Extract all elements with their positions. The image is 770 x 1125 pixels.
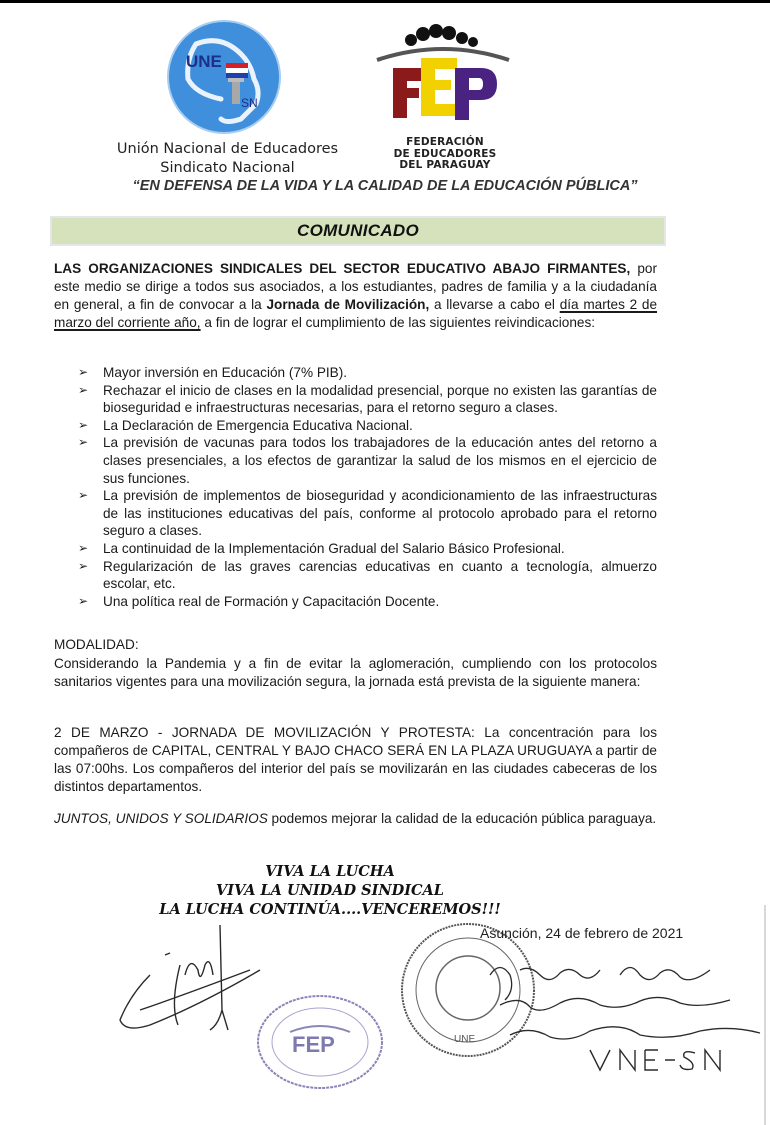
intro-paragraph: [54, 260, 657, 332]
arrow-bullet-icon: ➢: [78, 558, 89, 573]
jornada-text-2: a partir de las 07:00hs. Los compañeros del interior del país se movilizarán en las ciudades cabeceras de los distintos departamentos.: [54, 743, 657, 794]
fep-caption-line-2: DE EDUCADORES: [393, 147, 497, 160]
top-border: [0, 0, 770, 3]
demand-item: [78, 593, 657, 611]
une-caption-line-1: Unión Nacional de Educadores: [116, 141, 339, 157]
closing-text: podemos mejorar la calidad de la educación pública paraguaya.: [267, 811, 657, 826]
une-caption-line-2: Sindicato Nacional: [160, 160, 295, 176]
banner-title: COMUNICADO: [297, 221, 419, 240]
intro-text-2: a llevarse a cabo el: [429, 297, 560, 312]
arrow-bullet-icon: ➢: [78, 540, 89, 555]
svg-text:FEP: FEP: [292, 1032, 335, 1057]
jornada-paragraph: [54, 724, 657, 796]
comunicado-banner: [50, 216, 666, 246]
demand-item: [78, 487, 657, 540]
demand-text: Regularización de las graves carencias educativas en cuanto a tecnología, almuerzo escolar, etc.: [103, 558, 657, 592]
demand-text: La continuidad de la Implementación Gradual del Salario Básico Profesional.: [103, 540, 565, 556]
arrow-bullet-icon: ➢: [78, 417, 89, 432]
date-line: Asunción, 24 de febrero de 2021: [480, 925, 684, 941]
fep-caption-line-3: DEL PARAGUAY: [399, 159, 491, 171]
slogans: [150, 862, 510, 919]
slogan-line: LA LUCHA CONTINÚA....VENCEREMOS!!!: [159, 901, 501, 918]
demand-item: [78, 382, 657, 417]
demand-text: La previsión de vacunas para todos los trabajadores de la educación antes del retorno a clases presenciales, a los efectos de garantizar la salud de los mismos en el ejercicio de sus funciones.: [103, 435, 657, 486]
demand-item: [78, 417, 657, 435]
modalidad-paragraph: Considerando la Pandemia y a fin de evitar la aglomeración, cumpliendo con los protocolos sanitarios vigentes para una movilización segura, la jornada está prevista de la siguiente manera:: [54, 656, 657, 689]
svg-text:SN: SN: [241, 96, 258, 110]
fep-stamp: [250, 992, 390, 1092]
closing-italic-lead: JUNTOS, UNIDOS Y SOLIDARIOS: [54, 811, 268, 826]
svg-text:UNE: UNE: [186, 52, 222, 71]
demand-item: [78, 364, 657, 382]
demand-text: La previsión de implementos de bioseguridad y acondicionamiento de las infraestructuras de las instituciones educativas del país, conforme al protocolo aprobado para el retorno seguro a clases.: [103, 488, 657, 539]
jornada-lead: 2 DE MARZO - JORNADA DE MOVILIZACIÓN Y PROTESTA:: [54, 725, 475, 740]
modalidad-heading: MODALIDAD:: [54, 637, 139, 652]
demand-item: [78, 434, 657, 487]
closing-paragraph: [54, 810, 657, 828]
fep-logo: [373, 20, 513, 130]
motto: “EN DEFENSA DE LA VIDA Y LA CALIDAD DE LA EDUCACIÓN PÚBLICA”: [132, 178, 638, 194]
svg-text:UNE: UNE: [454, 1034, 476, 1045]
arrow-bullet-icon: ➢: [78, 593, 89, 608]
intro-date-underlined: día martes 2 de marzo del corriente año,: [54, 297, 658, 330]
arrow-bullet-icon: ➢: [78, 435, 89, 450]
arrow-bullet-icon: ➢: [78, 488, 89, 503]
signature-right: [470, 945, 770, 1075]
demands-list: [78, 364, 657, 610]
jornada-text-1: La concentración para los compañeros de: [54, 725, 657, 758]
fep-caption-line-1: FEDERACIÓN: [406, 136, 484, 148]
jornada-places: CAPITAL, CENTRAL Y BAJO CHACO SERÁ EN LA PLAZA URUGUAYA: [151, 743, 592, 758]
une-caption: [100, 140, 355, 178]
demand-text: La Declaración de Emergencia Educativa Nacional.: [103, 417, 413, 433]
demand-text: Una política real de Formación y Capacitación Docente.: [103, 593, 440, 609]
arrow-bullet-icon: ➢: [78, 382, 89, 397]
arrow-bullet-icon: ➢: [78, 365, 89, 379]
une-logo: [166, 19, 282, 135]
demand-item: [78, 558, 657, 593]
intro-text-3: a fin de lograr el cumplimiento de las siguientes reivindicaciones:: [200, 315, 596, 330]
demand-text: Rechazar el inicio de clases en la modalidad presencial, porque no existen las garantías de bioseguridad e infraestructuras necesarias, para el retorno seguro a clases.: [103, 382, 657, 416]
demand-text: Mayor inversión en Educación (7% PIB).: [103, 365, 348, 380]
fep-caption: [385, 137, 505, 172]
slogan-line: VIVA LA UNIDAD SINDICAL: [216, 882, 444, 899]
intro-bold-lead: LAS ORGANIZACIONES SINDICALES DEL SECTOR EDUCATIVO ABAJO FIRMANTES,: [54, 261, 631, 276]
intro-bold-mid: Jornada de Movilización,: [266, 297, 430, 312]
demand-item: [78, 540, 657, 558]
intro-text-1: por este medio se dirige a todos sus asociados, a los estudiantes, padres de familia y a la ciudadanía en general, a fin de convocar a la: [54, 261, 657, 312]
slogan-line: VIVA LA LUCHA: [265, 863, 395, 880]
